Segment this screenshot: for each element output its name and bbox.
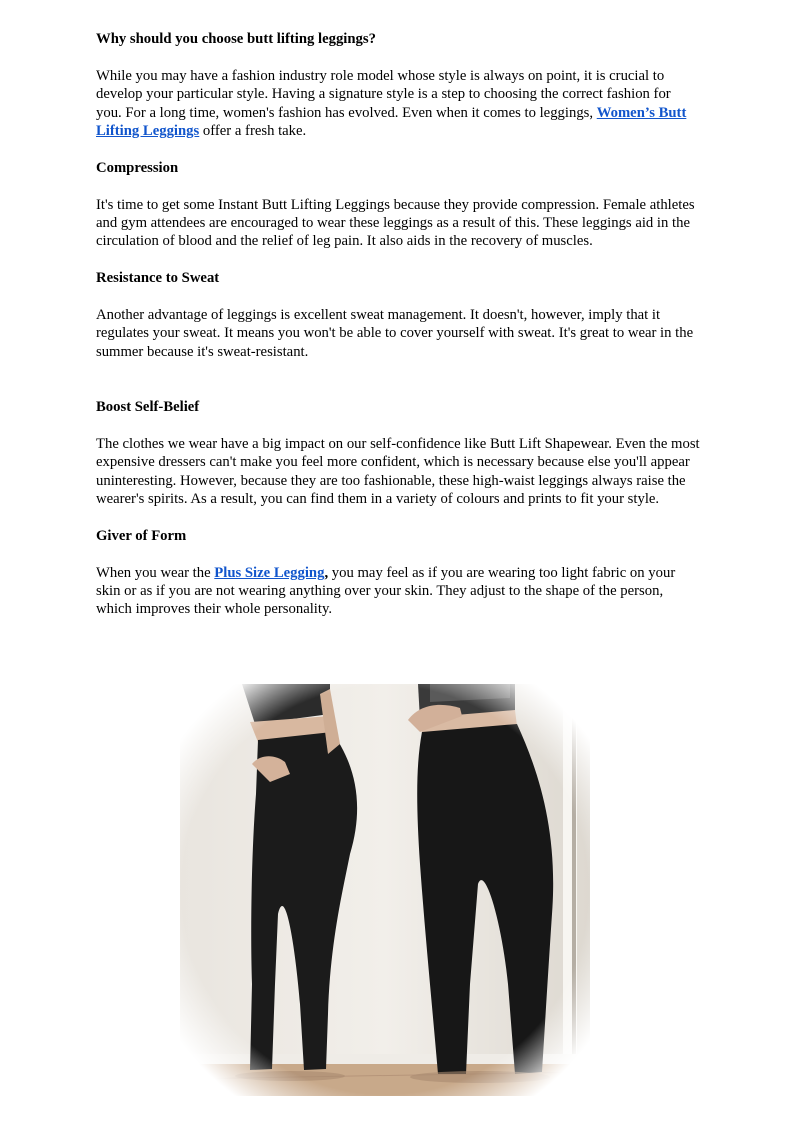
heading-why-choose: Why should you choose butt lifting leggings?	[96, 31, 376, 47]
paragraph-giver-of-form-end: you may feel as if you are wearing too light fabric on your skin or as if you are not wearing anything over your skin. They adjust to the shape of the person, which improves their whole personality.	[96, 564, 676, 618]
paragraph-why-choose	[96, 67, 700, 141]
plus-size-legging-link[interactable]: Plus Size Legging	[214, 564, 325, 581]
heading-giver-of-form: Giver of Form	[96, 527, 187, 544]
link-comma: ,	[324, 564, 329, 581]
paragraph-resistance-to-sweat: Another advantage of leggings is excellent sweat management. It doesn't, however, imply that it regulates your sweat. It means you won't be able to cover yourself with sweat. It's great to wear in the summer because it's sweat-resistant.	[96, 307, 694, 360]
heading-resistance-to-sweat: Resistance to Sweat	[96, 270, 220, 287]
heading-compression: Compression	[96, 159, 179, 176]
photo-vignette	[180, 684, 590, 1096]
paragraph-compression: It's time to get some Instant Butt Lifting Leggings because they provide compression. Female athletes and gym attendees are encouraged to wear these leggings as a result of this. These leggings aid in the circulation of blood and the relief of leg pain. It also aids in the recovery of muscles.	[96, 196, 695, 250]
leggings-photo-illustration	[180, 684, 590, 1096]
paragraph-giver-of-form-text: When you wear the	[96, 564, 215, 581]
paragraph-boost-self-belief: The clothes we wear have a big impact on our self-confidence like Butt Lift Shapewear. Even the most expensive dressers can't make you feel more confident, which is necessary because else you'll appear uninteresting. However, because they are too fashionable, these high-waist leggings always raise the wearer's spirits. As a result, you can find them in a variety of colours and prints to fit your style.	[96, 435, 700, 508]
womens-butt-lifting-leggings-link[interactable]: Women’s Butt Lifting Leggings	[96, 104, 687, 140]
paragraph-why-choose-end: offer a fresh take.	[199, 123, 307, 140]
paragraph-giver-of-form	[96, 564, 700, 619]
paragraph-why-choose-text: While you may have a fashion industry role model whose style is always on point, it is crucial to develop your particular style. Having a signature style is a step to choosing the correct fashion for you. For a long time, women's fashion has evolved. Even when it comes to leggings,	[96, 67, 671, 121]
heading-boost-self-belief: Boost Self-Belief	[96, 399, 200, 416]
document-body	[96, 30, 700, 619]
leggings-photo	[180, 684, 590, 1096]
